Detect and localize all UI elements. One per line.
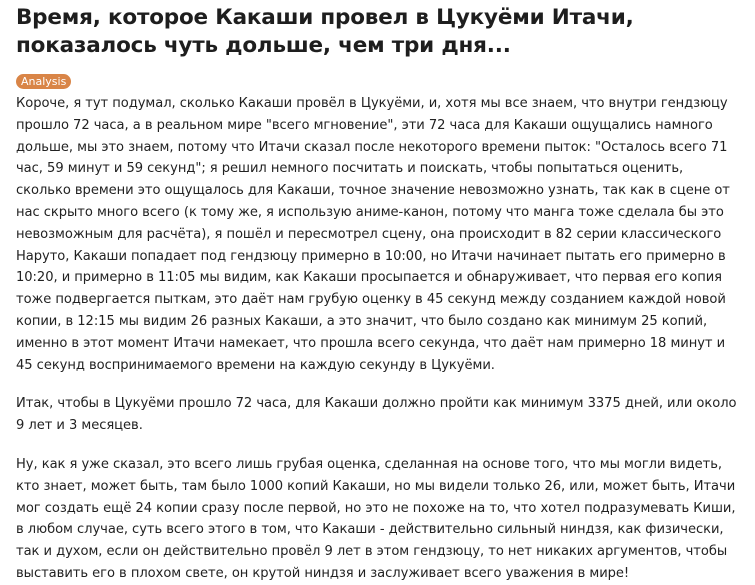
post-paragraph-1: Короче, я тут подумал, сколько Какаши провёл в Цукуёми, и, хотя мы все знаем, что внутри гендзюцу прошло 72 часа, а в реальном мире "всего мгновение", эти 72 часа для Какаши ощущались намного дольше, мы это знаем, потому что Итачи сказал после некоторого времени пыток: "Осталось всего 71 час, 59 минут и 59 секунд"; я решил немного посчитать и поискать, чтобы попытаться оценить, сколько времени это ощущалось для Какаши, точное значение невозможно узнать, так как в сцене от нас скрыто много всего (к тому же, я использую аниме-канон, потому что манга тоже сделала бы это невозможным для расчёта), я пошёл и пересмотрел сцену, она происходит в 82 серии классического Наруто, Какаши попадает под гендзюцу примерно в 10:00, но Итачи начинает пытать его примерно в 10:20, и примерно в 11:05 мы видим, как Какаши просыпается и обнаруживает, что первая его копия тоже подвергается пыткам, это даёт нам грубую оценку в 45 секунд между созданием каждой новой копии, в 12:15 мы видим 26 разных Какаши, а это значит, что было создано как минимум 25 копий, именно в этот момент Итачи намекает, что прошла всего секунда, что даёт нам примерно 18 минут и 45 секунд воспринимаемого времени на каждую секунду в Цукуёми. [16, 96, 730, 373]
post-paragraph-2: Итак, чтобы в Цукуёми прошло 72 часа, для Какаши должно пройти как минимум 3375 дней, или около 9 лет и 3 месяцев. [16, 396, 737, 434]
post-body [16, 93, 741, 585]
post-flair-row [16, 74, 741, 93]
flair-tag[interactable]: Analysis [16, 74, 71, 89]
post-title[interactable]: Время, которое Какаши провел в Цукуёми Итачи, показалось чуть дольше, чем три дня... [16, 5, 634, 58]
post-paragraph-3: Ну, как я уже сказал, это всего лишь грубая оценка, сделанная на основе того, что мы могли видеть, кто знает, может быть, там было 1000 копий Какаши, но мы видели только 26, или, может быть, Итачи мог создать ещё 24 копии сразу после первой, но это не похоже на то, что хотел подразумевать Киши, в любом случае, суть всего этого в том, что Какаши - действительно сильный ниндзя, как физически, так и духом, если он действительно провёл 9 лет в этом гендзюцу, то нет никаких аргументов, чтобы выставить его в плохом свете, он крутой ниндзя и заслуживает всего уважения в мире! [16, 456, 736, 581]
